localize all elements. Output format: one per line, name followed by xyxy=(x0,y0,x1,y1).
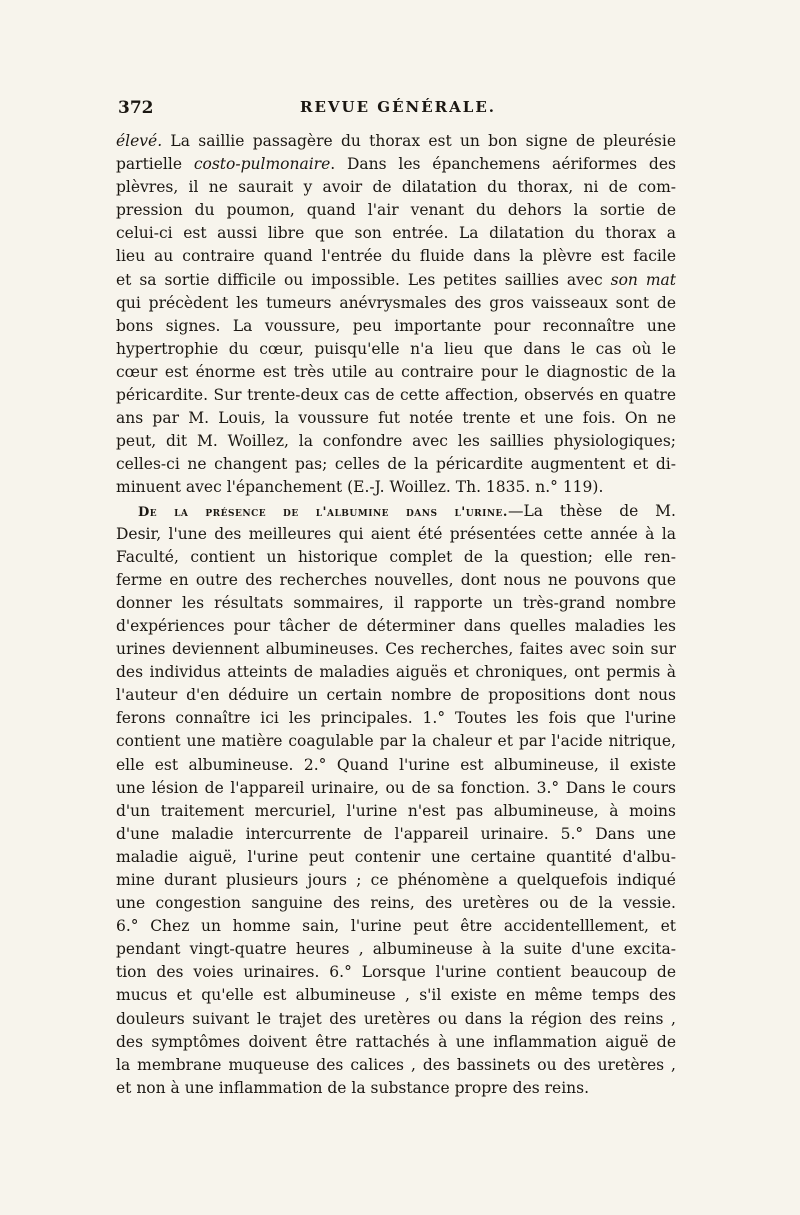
text-line: ferons connaître ici les principales. 1.° Toutes les fois que l'urine xyxy=(116,709,676,728)
text-line: des individus atteints de maladies aiguës et chroniques, ont permis à xyxy=(116,663,676,682)
text-run: partielle xyxy=(116,155,194,174)
text-run: costo-pulmonaire xyxy=(193,155,331,174)
text-run: son mat xyxy=(610,270,676,289)
text-line: celles-ci ne changent pas; celles de la péricardite augmentent et di- xyxy=(116,455,676,474)
text-run: . Dans les épanchemens aériformes des xyxy=(330,155,676,174)
section-heading: De la présence de l'albumine dans l'urine. xyxy=(138,504,508,520)
text-line: d'une maladie intercurrente de l'appareil urinaire. 5.° Dans une xyxy=(116,824,676,843)
text-line: elle est albumineuse. 2.° Quand l'urine est albumineuse, il existe xyxy=(116,755,676,774)
text-line: ans par M. Louis, la voussure fut notée trente et une fois. On ne xyxy=(116,409,676,428)
text-run: et sa sortie difficile ou impossible. Les petites saillies avec xyxy=(116,270,611,289)
section-heading-line xyxy=(116,500,676,523)
page-header xyxy=(118,98,678,122)
text-run: —La thèse de M. xyxy=(507,501,676,520)
text-line: d'expériences pour tâcher de déterminer dans quelles maladies les xyxy=(116,616,676,635)
text-line: maladie aiguë, l'urine peut contenir une certaine quantité d'albu- xyxy=(116,847,676,866)
text-line: d'un traitement mercuriel, l'urine n'est pas albumineuse, à moins xyxy=(116,801,676,820)
text-line: urines deviennent albumineuses. Ces recherches, faites avec soin sur xyxy=(116,640,676,659)
body-text xyxy=(116,130,676,1100)
text-line: la membrane muqueuse des calices , des bassinets ou des uretères , xyxy=(116,1055,676,1074)
text-line: celui-ci est aussi libre que son entrée. La dilatation du thorax a xyxy=(116,224,676,243)
text-line xyxy=(116,269,676,292)
text-line: 6.° Chez un homme sain, l'urine peut être accidentelllement, et xyxy=(116,917,676,936)
text-line: des symptômes doivent être rattachés à une inflammation aiguë de xyxy=(116,1032,676,1051)
text-line: une congestion sanguine des reins, des uretères ou de la vessie. xyxy=(116,894,676,913)
text-line: et non à une inflammation de la substance propre des reins. xyxy=(116,1078,590,1097)
text-line: mucus et qu'elle est albumineuse , s'il existe en même temps des xyxy=(116,986,676,1005)
text-line: cœur est énorme est très utile au contraire pour le diagnostic de la xyxy=(116,362,676,381)
text-run: La saillie passagère du thorax est un bon signe de pleurésie xyxy=(162,132,676,150)
text-line: plèvres, il ne saurait y avoir de dilatation du thorax, ni de com- xyxy=(116,178,676,197)
text-line: lieu au contraire quand l'entrée du fluide dans la plèvre est facile xyxy=(116,247,676,266)
text-line: ferme en outre des recherches nouvelles, dont nous ne pouvons que xyxy=(116,570,676,589)
text-line: bons signes. La voussure, peu importante pour reconnaître une xyxy=(116,316,676,335)
text-line: douleurs suivant le trajet des uretères ou dans la région des reins , xyxy=(116,1009,676,1028)
text-line: donner les résultats sommaires, il rapporte un très-grand nombre xyxy=(116,593,676,612)
text-line: hypertrophie du cœur, puisqu'elle n'a lieu que dans le cas où le xyxy=(116,339,676,358)
text-line xyxy=(116,153,676,176)
text-line: pression du poumon, quand l'air venant du dehors la sortie de xyxy=(116,201,676,220)
text-line: péricardite. Sur trente-deux cas de cette affection, observés en quatre xyxy=(116,386,676,405)
text-line: Faculté, contient un historique complet de la question; elle ren- xyxy=(116,547,676,566)
page-number: 372 xyxy=(118,98,154,118)
text-line: minuent avec l'épanchement (E.-J. Woillez. Th. 1835. n.° 119). xyxy=(116,478,604,497)
text-run: élevé. xyxy=(116,132,163,150)
text-line: qui précèdent les tumeurs anévrysmales des gros vaisseaux sont de xyxy=(116,293,676,312)
text-line: une lésion de l'appareil urinaire, ou de sa fonction. 3.° Dans le cours xyxy=(116,778,676,797)
text-line: mine durant plusieurs jours ; ce phénomène a quelquefois indiqué xyxy=(116,871,676,889)
text-line: pendant vingt-quatre heures , albumineuse à la suite d'une excita- xyxy=(116,940,676,959)
running-head: REVUE GÉNÉRALE. xyxy=(300,98,496,116)
text-line: tion des voies urinaires. 6.° Lorsque l'urine contient beaucoup de xyxy=(116,963,676,982)
text-line: Desir, l'une des meilleures qui aient été présentées cette année à la xyxy=(116,524,676,543)
text-line: l'auteur d'en déduire un certain nombre de propositions dont nous xyxy=(116,686,676,705)
text-line: peut, dit M. Woillez, la confondre avec les saillies physiologiques; xyxy=(116,432,676,451)
text-line xyxy=(116,130,676,153)
text-line: contient une matière coagulable par la chaleur et par l'acide nitrique, xyxy=(116,732,676,751)
